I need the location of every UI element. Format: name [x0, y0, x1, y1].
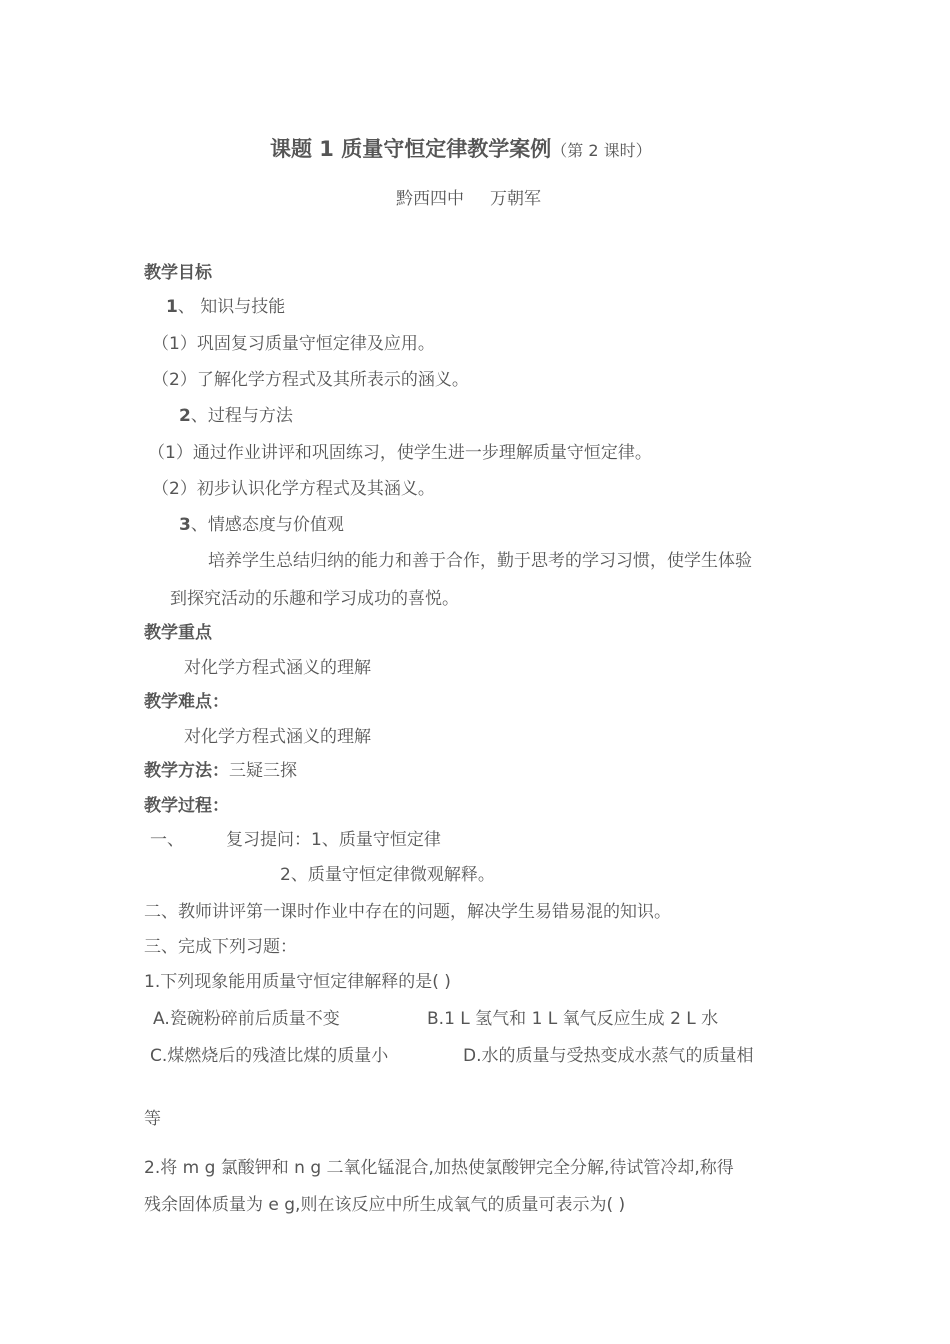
objectives-heading: 教学目标	[144, 263, 212, 283]
process-step-1-text: 复习提问：1、质量守恒定律	[226, 830, 441, 850]
objective-3-paragraph-line-2: 到探究活动的乐趣和学习成功的喜悦。	[170, 589, 459, 609]
objective-2-title	[179, 405, 293, 427]
process-step-2: 二、教师讲评第一课时作业中存在的问题，解决学生易错易混的知识。	[144, 902, 671, 922]
question-1-option-a: A.瓷碗粉碎前后质量不变	[153, 1009, 340, 1029]
question-1-option-b: B.1 L 氢气和 1 L 氧气反应生成 2 L 水	[427, 1009, 719, 1029]
key-points-heading: 教学重点	[144, 623, 212, 643]
title-session: （第 2 课时）	[551, 141, 652, 160]
question-1-option-d-continued: 等	[144, 1109, 161, 1129]
difficulties-text: 对化学方程式涵义的理解	[184, 727, 371, 747]
author-line	[396, 188, 541, 210]
objective-3-label: 、情感态度与价值观	[190, 515, 344, 535]
objective-1-label: 、 知识与技能	[177, 297, 286, 317]
objective-1-item-2: （2）了解化学方程式及其所表示的涵义。	[152, 370, 469, 390]
objective-1-title	[166, 296, 285, 318]
objective-2-label: 、过程与方法	[190, 406, 293, 426]
question-1-option-c: C.煤燃烧后的残渣比煤的质量小	[150, 1046, 389, 1066]
process-step-1-number: 一、	[150, 830, 184, 850]
objective-2-item-2: （2）初步认识化学方程式及其涵义。	[152, 479, 435, 499]
title-main: 课题 1 质量守恒定律教学案例	[270, 137, 552, 161]
method-heading: 教学方法：	[144, 761, 229, 781]
process-heading: 教学过程：	[144, 796, 229, 816]
difficulties-heading: 教学难点：	[144, 692, 229, 712]
objective-3-title	[179, 514, 344, 536]
objective-1-item-1: （1）巩固复习质量守恒定律及应用。	[152, 334, 435, 354]
page-title	[270, 135, 652, 165]
question-2-line-2: 残余固体质量为 e g,则在该反应中所生成氧气的质量可表示为( )	[144, 1195, 626, 1215]
objective-3-number: 3	[179, 515, 191, 535]
process-step-1-sub: 2、质量守恒定律微观解释。	[280, 865, 495, 885]
objective-2-number: 2	[179, 406, 191, 426]
key-points-text: 对化学方程式涵义的理解	[184, 658, 371, 678]
method-text: 三疑三探	[229, 761, 297, 781]
objective-1-number: 1	[166, 297, 178, 317]
process-step-3: 三、完成下列习题：	[144, 937, 297, 957]
question-2-line-1: 2.将 m g 氯酸钾和 n g 二氧化锰混合,加热使氯酸钾完全分解,待试管冷却,称得	[144, 1158, 734, 1178]
objective-3-paragraph-line-1: 培养学生总结归纳的能力和善于合作，勤于思考的学习习惯，使学生体验	[208, 551, 752, 571]
method-line	[144, 760, 297, 782]
author-name: 万朝军	[490, 189, 541, 209]
question-1-stem: 1.下列现象能用质量守恒定律解释的是( )	[144, 972, 451, 992]
process-step-1	[150, 829, 441, 851]
objective-2-item-1: （1）通过作业讲评和巩固练习，使学生进一步理解质量守恒定律。	[148, 443, 652, 463]
author-school: 黔西四中	[396, 189, 464, 209]
question-1-option-d: D.水的质量与受热变成水蒸气的质量相	[463, 1046, 754, 1066]
